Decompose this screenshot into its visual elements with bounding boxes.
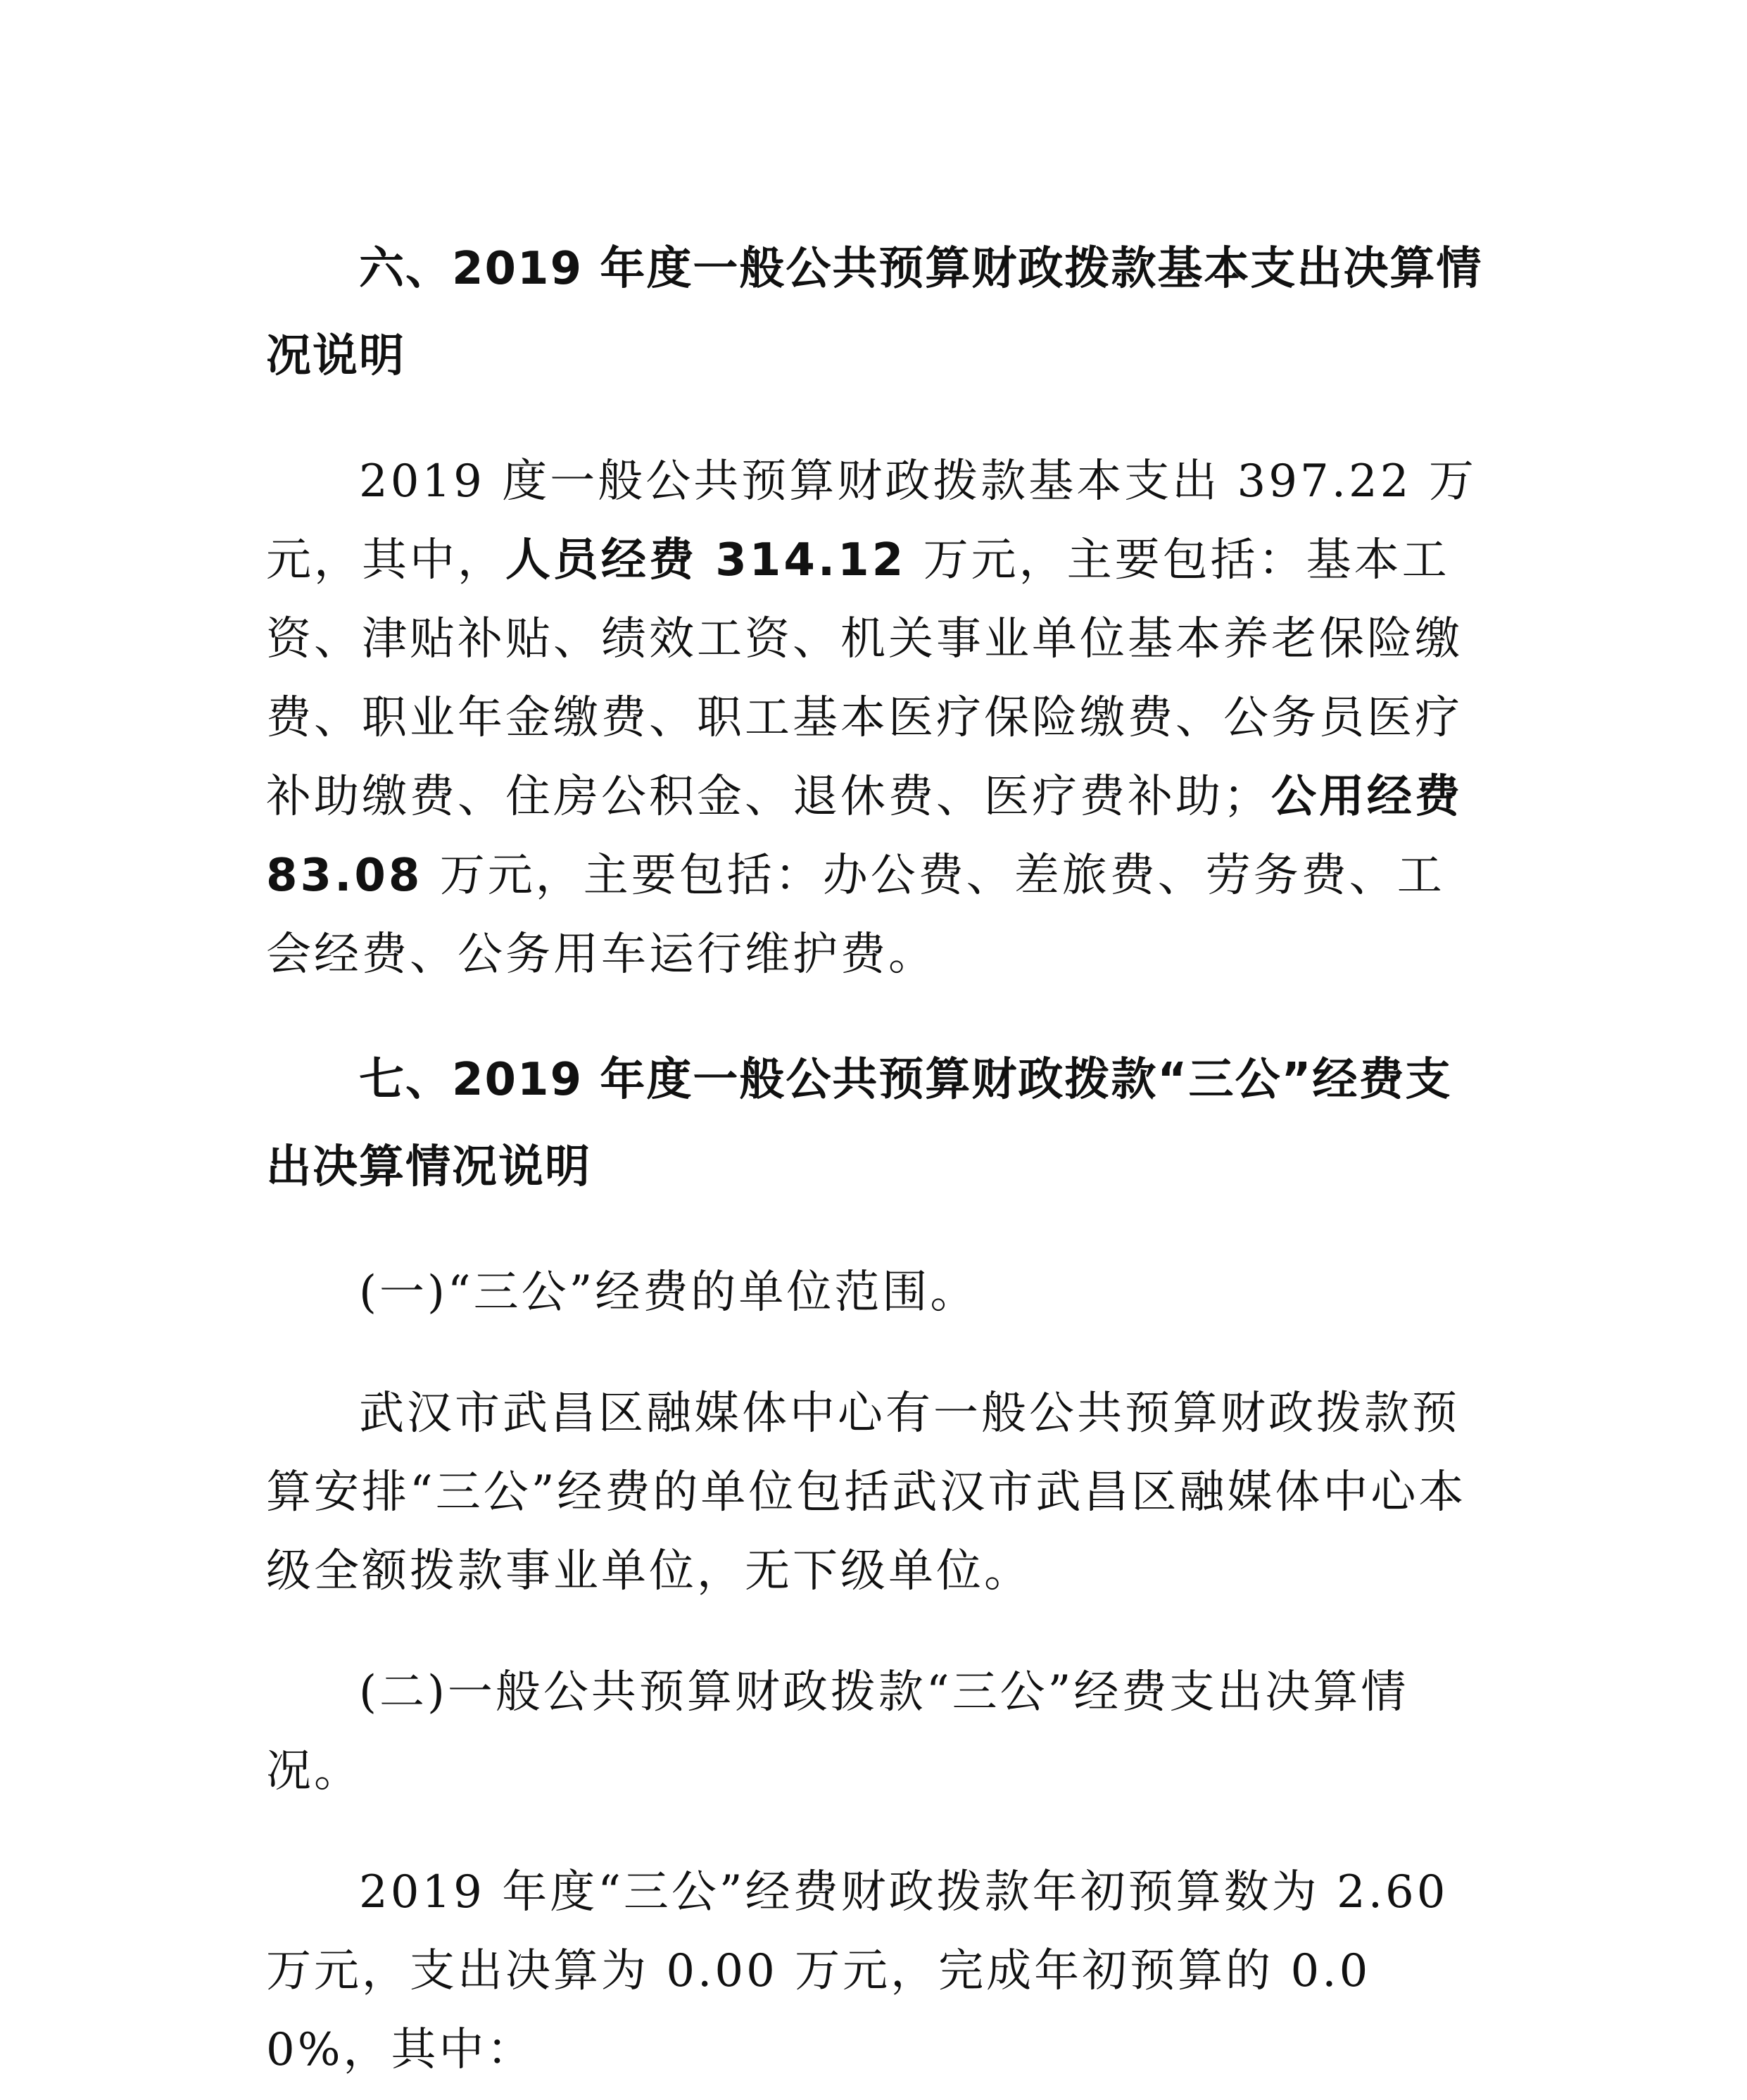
section-seven-heading: 七、2019 年度一般公共预算财政拨款“三公”经费支出决算情况说明 (266, 1054, 1452, 1193)
subsection-two-title: (二)一般公共预算财政拨款“三公”经费支出决算情况。 (266, 1666, 1409, 1797)
document-body (266, 225, 1491, 2089)
three-public-scope-paragraph: 武汉市武昌区融媒体中心有一般公共预算财政拨款预算安排“三公”经费的单位包括武汉市武昌区融媒体中心本级全额拨款事业单位，无下级单位。 (266, 1388, 1467, 1597)
three-public-amount-paragraph: 2019 年度“三公”经费财政拨款年初预算数为 2.60 万元，支出决算为 0.00 万元，完成年初预算的 0.00%，其中： (266, 1866, 1449, 2076)
public-expense-bold: 公用经费 83.08 (266, 771, 1463, 902)
basic-expenditure-text-c: 万元，主要包括：基本工资、津贴补贴、绩效工资、机关事业单位基本养老保险缴费、职业年金缴费、职工基本医疗保险缴费、公务员医疗补助缴费、住房公积金、退休费、医疗费补助； (266, 534, 1463, 823)
subsection-one-title: (一)“三公”经费的单位范围。 (359, 1266, 978, 1319)
basic-expenditure-text-e: 万元，主要包括：办公费、差旅费、劳务费、工会经费、公务用车运行维护费。 (266, 850, 1445, 981)
section-six-basic-expenditure-paragraph (266, 442, 1491, 994)
section-six-heading: 六、2019 年度一般公共预算财政拨款基本支出决算情况说明 (266, 243, 1483, 382)
basic-expenditure-text-a: 2019 度一般公共预算财政拨款基本支出 397.22 万元，其中， (266, 455, 1477, 586)
personnel-expense-bold: 人员经费 314.12 (505, 534, 907, 586)
